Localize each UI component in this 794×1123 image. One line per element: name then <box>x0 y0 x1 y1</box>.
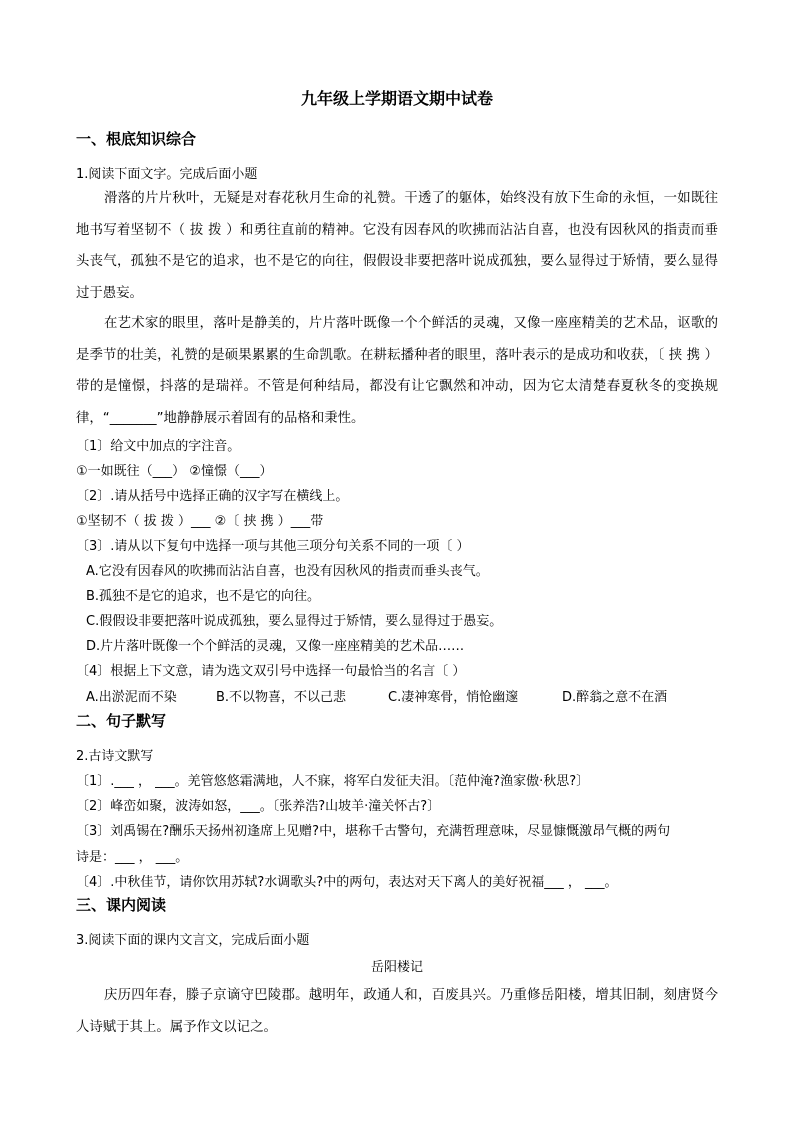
sub-question-3-option-c: C.假假设非要把落叶说成孤独，要么显得过于矫情，要么显得过于愚妄。 <box>86 614 503 629</box>
sub-question-2: 〔2〕.请从括号中选择正确的汉字写在横线上。 <box>76 489 349 504</box>
question-2-line-1: 〔1〕.___ ， ___。羌管悠悠霜满地，人不寐，将军白发征夫泪。〔范仲淹?渔家傲·秋思?〕 <box>76 774 590 789</box>
question-1-paragraph-2: 在艺术家的眼里，落叶是静美的，片片落叶既像一个个鲜活的灵魂，又像一座座精美的艺术品，讴歌的是季节的壮美，礼赞的是硕果累累的生命凯歌。在耕耘播种者的眼里，落叶表示的是成功和收获，〔 挟 携 ）带的是憧憬，抖落的是瑞祥。不管是何种结局，都没有让它飘然和冲动，因为它太清楚春夏秋冬的变换规律，“_______”地静静展示着固有的品格和秉性。 <box>76 316 718 426</box>
section-heading-1: 一、根底知识综合 <box>76 130 197 148</box>
question-2-line-3-continued: 诗是：___ ， ___。 <box>76 850 189 865</box>
sub-question-4-option-c: C.凄神寒骨，悄怆幽邃 <box>388 690 519 705</box>
sub-question-4-option-b: B.不以物喜，不以己悲 <box>216 690 347 705</box>
section-heading-3: 三、课内阅读 <box>76 896 167 914</box>
question-1-paragraph-1: 滑落的片片秋叶，无疑是对春花秋月生命的礼赞。干透了的躯体，始终没有放下生命的永恒，一如既往地书写着坚韧不（ 拔 拨 ）和勇往直前的精神。它没有因春风的吹拂而沾沾自喜，也没有因秋风的指责而垂头丧气，孤独不是它的追求，也不是它的向往，假假设非要把落叶说成孤独，要么显得过于矫情，要么显得过于愚妄。 <box>76 191 718 301</box>
sub-question-3-option-a: A.它没有因春风的吹拂而沾沾自喜，也没有因秋风的指责而垂头丧气。 <box>86 564 489 579</box>
page-title: 九年级上学期语文期中试卷 <box>300 89 493 108</box>
sub-question-4-option-a: A.出淤泥而不染 <box>86 690 177 705</box>
sub-question-1: 〔1〕给文中加点的字注音。 <box>76 439 241 454</box>
question-3-stem: 3.阅读下面的课内文言文，完成后面小题 <box>76 933 310 948</box>
question-2-line-4: 〔4〕.中秋佳节，请你饮用苏轼?水调歌头?中的两句，表达对天下离人的美好祝福___ ， ___。 <box>76 875 618 890</box>
sub-question-1-blanks: ①一如既往（___） ②憧憬（___） <box>76 464 273 479</box>
sub-question-2-blanks: ①坚韧不（ 拔 拨 ）___ ②〔 挟 携 ）___带 <box>76 514 324 529</box>
passage-title: 岳阳楼记 <box>370 960 423 975</box>
question-2-line-2: 〔2〕峰峦如聚，波涛如怒，___。〔张养浩?山坡羊·潼关怀古?〕 <box>76 799 441 814</box>
sub-question-3-option-b: B.孤独不是它的追求，也不是它的向往。 <box>86 589 321 604</box>
sub-question-3-option-d: D.片片落叶既像一个个鲜活的灵魂，又像一座座精美的艺术品…… <box>86 639 465 654</box>
question-2-stem: 2.古诗文默写 <box>76 749 154 764</box>
question-1-stem: 1.阅读下面文字。完成后面小题 <box>76 167 258 182</box>
sub-question-4-option-d: D.醉翁之意不在酒 <box>562 690 668 705</box>
sub-question-4: 〔4〕根据上下文意，请为选文双引号中选择一句最恰当的名言〔 ） <box>76 664 466 679</box>
question-3-passage-paragraph-1: 庆历四年春，滕子京谪守巴陵郡。越明年，政通人和，百废具兴。乃重修岳阳楼，增其旧制，刻唐贤今人诗赋于其上。属予作文以记之。 <box>76 988 718 1035</box>
sub-question-3: 〔3〕.请从以下复句中选择一项与其他三项分句关系不同的一项〔 ） <box>76 539 470 554</box>
section-heading-2: 二、句子默写 <box>76 712 167 730</box>
question-2-line-3: 〔3〕刘禹锡在?酬乐天扬州初逢席上见赠?中，堪称千古警句，充满哲理意味，尽显慷慨激昂气概的两句 <box>76 824 671 839</box>
